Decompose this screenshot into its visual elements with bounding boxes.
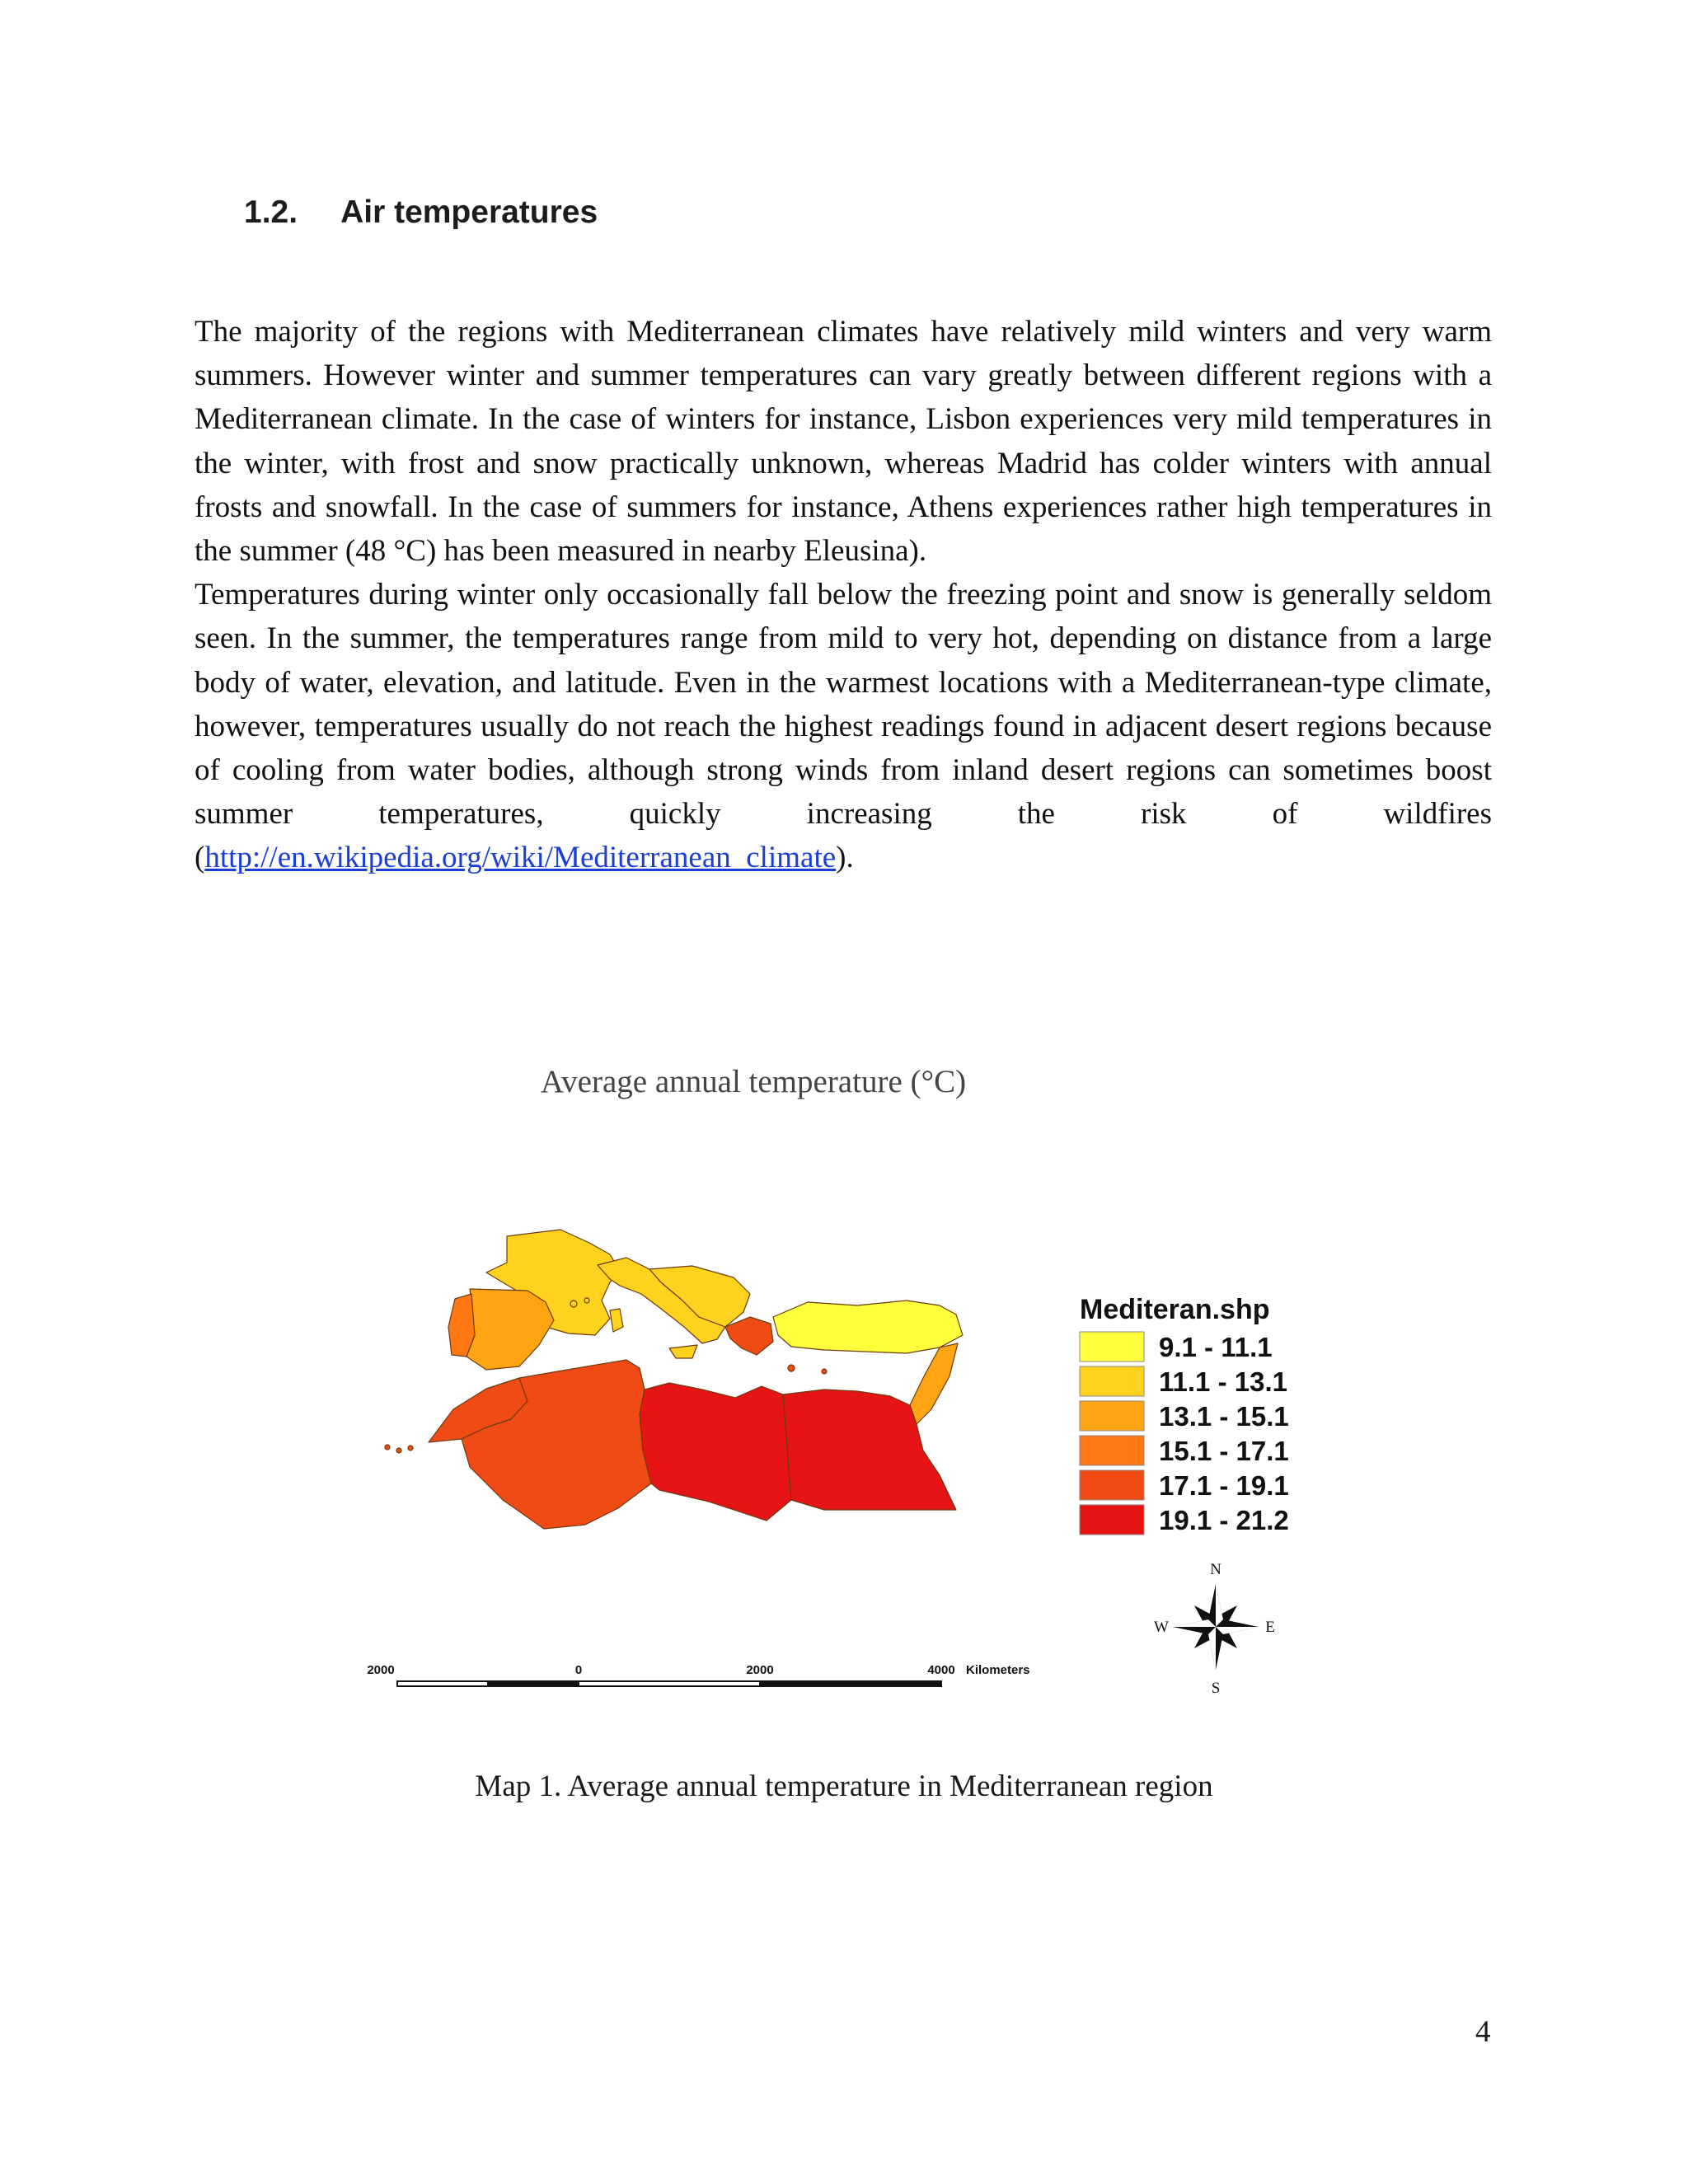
map-legend <box>1080 1332 1289 1535</box>
link-close: ). <box>836 841 854 875</box>
legend-label: 15.1 - 17.1 <box>1159 1436 1289 1466</box>
region-island <box>396 1448 401 1453</box>
temperature-map <box>363 1203 1335 1714</box>
paragraph: The majority of the regions with Mediterranean climates have relatively mild winters and very warm summers. However winter and summer temperatures can vary greatly between different regions with a Mediterranean climate. In the case of winters for instance, Lisbon experiences very mild temperatures in the winter, with frost and snow practically unknown, whereas Madrid has colder winters with annual frosts and snowfall. In the case of summers for instance, Athens experiences rather high temperatures in the summer (48 °C) has been measured in nearby Eleusina). <box>195 315 1492 569</box>
region-island <box>408 1446 413 1451</box>
scale-segment <box>397 1681 488 1686</box>
scale-segment <box>488 1681 579 1686</box>
section-heading <box>244 194 598 231</box>
scale-unit: Kilometers <box>966 1663 1030 1677</box>
compass-east: E <box>1265 1619 1275 1636</box>
legend-label: 9.1 - 11.1 <box>1159 1332 1273 1362</box>
region-libya <box>640 1383 791 1521</box>
wikipedia-link[interactable]: http://en.wikipedia.org/wiki/Mediterranean_climate <box>204 841 837 875</box>
legend-label: 17.1 - 19.1 <box>1159 1470 1289 1501</box>
region-island <box>570 1301 577 1307</box>
section-title: Air temperatures <box>340 194 598 230</box>
scale-segment <box>760 1681 941 1686</box>
region-island <box>822 1369 827 1374</box>
legend-label: 11.1 - 13.1 <box>1159 1366 1287 1397</box>
compass-south: S <box>1211 1680 1221 1697</box>
map-caption: Map 1. Average annual temperature in Mediterranean region <box>475 1769 1213 1803</box>
scale-bar <box>367 1663 1029 1686</box>
map-title: Average annual temperature (°C) <box>540 1064 967 1099</box>
compass-highlight <box>1208 1627 1216 1670</box>
legend-swatch <box>1080 1470 1144 1500</box>
scale-label: 0 <box>574 1663 583 1677</box>
region-spain <box>467 1289 554 1370</box>
region-turkey <box>773 1301 963 1353</box>
paragraph <box>195 573 1492 879</box>
region-greece <box>725 1317 773 1355</box>
legend-label: 13.1 - 15.1 <box>1159 1401 1289 1432</box>
scale-label: 4000 <box>927 1663 955 1677</box>
body-text <box>195 310 1492 880</box>
compass-highlight <box>1173 1619 1216 1627</box>
compass-rose <box>1154 1561 1275 1697</box>
region-island <box>385 1445 390 1450</box>
compass-west: W <box>1154 1619 1169 1636</box>
region-sicily <box>669 1345 697 1358</box>
region-algeria <box>462 1360 651 1529</box>
link-open: ( <box>195 841 205 875</box>
legend-title: Mediteran.shp <box>1080 1294 1270 1325</box>
legend-swatch <box>1080 1436 1144 1465</box>
scale-label: 2000 <box>367 1663 395 1677</box>
region-island <box>788 1365 795 1371</box>
legend-swatch <box>1080 1366 1144 1396</box>
legend-label: 19.1 - 21.2 <box>1159 1505 1289 1535</box>
scale-segment <box>579 1681 760 1686</box>
legend-swatch <box>1080 1505 1144 1535</box>
region-levant <box>910 1343 958 1424</box>
page-number: 4 <box>1475 2015 1491 2049</box>
compass-north: N <box>1210 1561 1221 1578</box>
legend-swatch <box>1080 1401 1144 1431</box>
legend-swatch <box>1080 1332 1144 1361</box>
region-island <box>584 1298 589 1303</box>
compass-highlight <box>1216 1584 1223 1627</box>
scale-label: 2000 <box>746 1663 774 1677</box>
paragraph-text: Temperatures during winter only occasionally fall below the freezing point and snow is generally seldom seen. In the summer, the temperatures range from mild to very hot, depending on distance from a large body of water, elevation, and latitude. Even in the warmest locations with a Mediterranean-type climate, however, temperatures usually do not reach the highest readings found in adjacent desert regions because of cooling from water bodies, although strong winds from inland desert regions can sometimes boost summer temperatures, quickly increasing the risk of wildfires <box>195 578 1492 832</box>
section-number: 1.2. <box>244 194 298 230</box>
region-sardinia <box>610 1309 623 1332</box>
compass-highlight <box>1216 1627 1259 1634</box>
